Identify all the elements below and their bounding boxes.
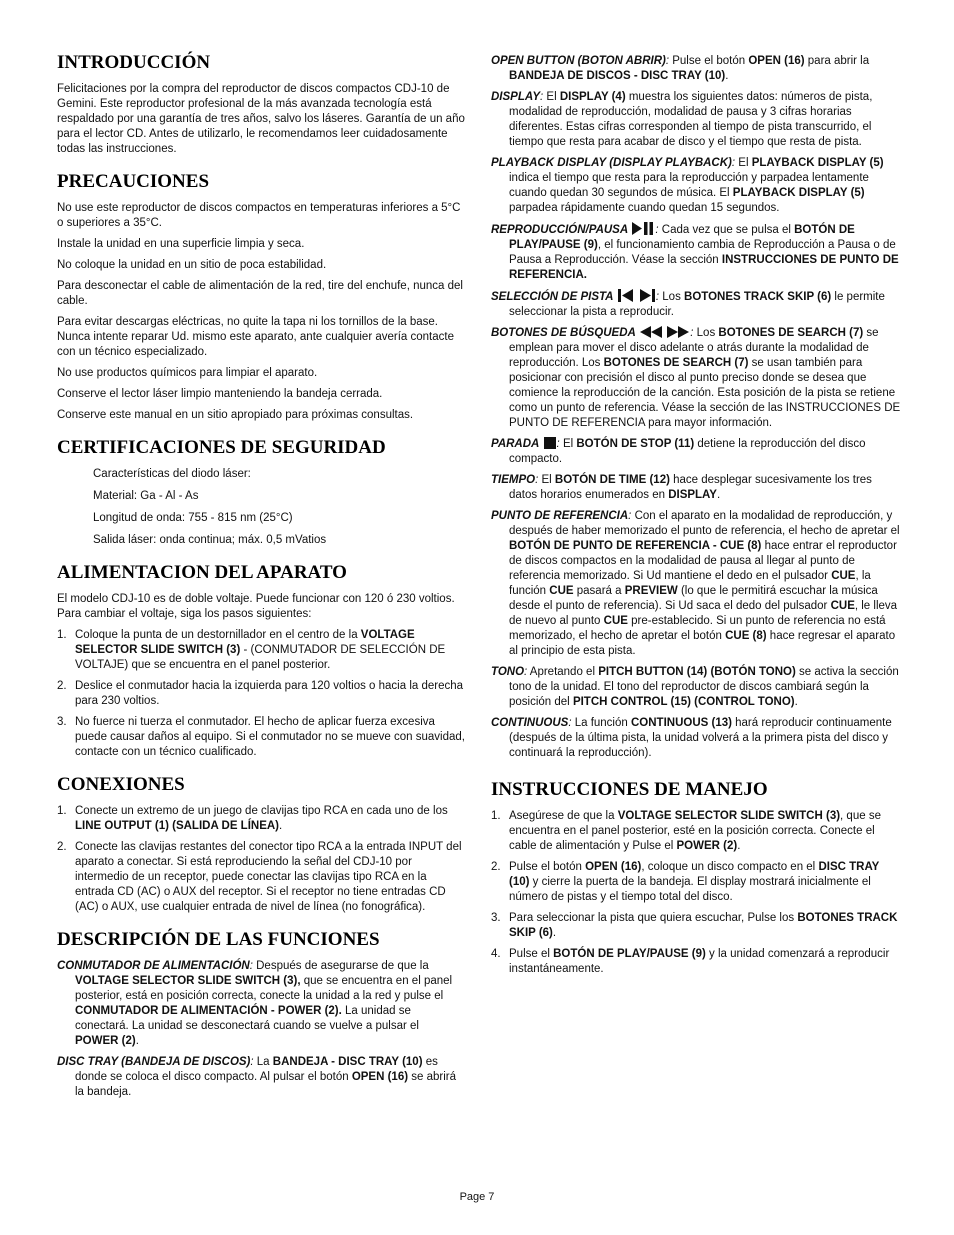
def-search <box>491 326 901 431</box>
text: se emplean para mover el disco adelante o atrás durante la modalidad de reproducción. Los <box>509 327 879 369</box>
text: Asegúrese de que la <box>509 810 618 822</box>
term: DISC TRAY (BANDEJA DE DISCOS) <box>57 1056 251 1068</box>
emphasis: BOTÓN DE PLAY/PAUSE (9) <box>509 224 855 251</box>
colon: : <box>690 327 694 339</box>
emphasis: BOTONES DE SEARCH (7) <box>718 327 864 339</box>
play-pause-icon <box>632 222 654 235</box>
text: Deslice el conmutador hacia la izquierda para 120 voltios o hacia la derecha para 230 voltios. <box>75 680 464 707</box>
text: Después de asegurarse de que la <box>252 960 429 972</box>
operation-step <box>491 860 901 905</box>
emphasis: OPEN (16) <box>351 1071 409 1083</box>
emphasis: POWER (2) <box>676 840 738 852</box>
text: Pulse el botón <box>509 861 586 873</box>
operation-steps <box>491 809 901 977</box>
section-certificaciones <box>57 437 465 548</box>
precaution-item: Para desconectar el cable de alimentación de la red, tire del enchufe, nunca del cable. <box>57 280 463 307</box>
text: hace regresar el aparato al principio de esta pista. <box>509 630 896 657</box>
text: . <box>279 820 283 832</box>
emphasis: PLAYBACK DISPLAY (5) <box>732 187 865 199</box>
laser-spec-item: Salida láser: onda continua; máx. 0,5 mVatios <box>93 534 327 546</box>
colon: : <box>655 291 660 303</box>
term: PUNTO DE REFERENCIA <box>491 510 629 522</box>
term: BOTONES DE BÚSQUEDA <box>491 327 636 339</box>
emphasis: DISPLAY (4) <box>559 91 626 103</box>
def-playback-display <box>491 156 901 216</box>
term: REPRODUCCIÓN/PAUSA <box>491 224 629 236</box>
text: hace entrar el reproductor de discos compactos en la modalidad de pausa al llegar al punto de referencia memorizado. Si Ud mantiene el dedo en el pulsador <box>509 540 897 582</box>
text: . <box>737 840 741 852</box>
power-step <box>57 628 465 673</box>
text: indica el tiempo que resta para la reproducción y parpadea lentamente cuando quedan 30 segundos de música. El <box>509 172 869 199</box>
emphasis: PREVIEW <box>624 585 678 597</box>
term: CONMUTADOR DE ALIMENTACIÓN <box>57 960 250 972</box>
intro-paragraph: Felicitaciones por la compra del reproductor de discos compactos CDJ-10 de Gemini. Este reproductor profesional de la más avanzada tecnología está respaldado por una garantía de tres años, salvo los láseres. Garantía de un año para el lector CD. Antes de utilizarlo, le recomendamos leer cuidadosamente todas las instrucciones. <box>57 83 465 155</box>
power-intro: El modelo CDJ-10 es de doble voltaje. Puede funcionar con 120 ó 230 voltios. Para cambiar el voltaje, siga los pasos siguientes: <box>57 593 455 620</box>
def-stop <box>491 437 901 467</box>
step-number: 2. <box>491 861 501 873</box>
emphasis: CUE <box>831 570 856 582</box>
precaution-item: Para evitar descargas eléctricas, no quite la tapa ni los tornillos de la base. Nunca intente reparar Ud. mismo este aparato, ante cualquier avería contacte con un técnico especializado. <box>57 316 454 358</box>
text: detiene la reproducción del disco compacto. <box>509 438 866 465</box>
step-number: 1. <box>57 629 67 641</box>
heading-precauciones: PRECAUCIONES <box>57 171 210 192</box>
precaution-item: Conserve el lector láser limpio manteniendo la bandeja cerrada. <box>57 388 383 400</box>
text: Pulse el botón <box>669 55 749 67</box>
text: El <box>543 91 560 103</box>
def-time <box>491 473 901 503</box>
text: El <box>538 474 555 486</box>
precaution-item: No use este reproductor de discos compactos en temperaturas inferiores a 5°C o superiores a 35°C. <box>57 202 461 229</box>
text: , que se encuentra en el panel posterior, esté en la posición correcta. Conecte el cable de alimentación y Pulse el <box>509 810 881 852</box>
emphasis: PITCH CONTROL (15) (CONTROL TONO) <box>572 696 795 708</box>
text: se activa la sección tono de la unidad. El tono del reproductor de discos cambiará según la posición del <box>509 666 899 708</box>
emphasis: CUE <box>549 585 574 597</box>
section-manejo <box>491 779 901 977</box>
emphasis: CONTINUOUS (13) <box>630 717 732 729</box>
connection-step <box>57 804 465 834</box>
precaution-item: Conserve este manual en un sitio apropiado para próximas consultas. <box>57 409 414 421</box>
laser-spec-item: Material: Ga - Al - As <box>93 490 199 502</box>
term: PARADA <box>491 438 540 450</box>
text: (lo que le permitirá escuchar la música desde el punto de referencia). Si Ud saca el dedo del pulsador <box>509 585 878 612</box>
text: Conecte las clavijas restantes del conector tipo RCA a la entrada INPUT del aparato a conectar. Si está reproduciendo la señal del CDJ-10 por intermedio de un receptor, puede conectar las clavijas tipo RCA en la entrada CD (AC) o AUX del receptor. Si el receptor no tiene entradas CD (AC) o AUX, use cualquier entrada de nivel de línea (no fonográfica). <box>75 841 462 913</box>
text: . <box>725 70 729 82</box>
text: , le lleva de nuevo al punto <box>509 600 898 627</box>
heading-funciones: DESCRIPCIÓN DE LAS FUNCIONES <box>57 929 380 950</box>
emphasis: CUE <box>830 600 855 612</box>
emphasis: LINE OUTPUT (1) (SALIDA DE LÍNEA) <box>75 820 280 832</box>
precaution-item: No use productos químicos para limpiar el aparato. <box>57 367 318 379</box>
text: - (CONMUTADOR DE SELECCIÓN DE VOLTAJE) que se encuentra en el panel posterior. <box>75 644 446 671</box>
text: Para seleccionar la pista que quiera escuchar, Pulse los <box>509 912 798 924</box>
operation-step <box>491 809 901 854</box>
text: Coloque la punta de un destornillador en el centro de la <box>75 629 361 641</box>
def-continuous <box>491 716 901 761</box>
section-precauciones <box>57 171 465 423</box>
emphasis: BOTONES TRACK SKIP (6) <box>509 912 898 939</box>
text: , la función <box>509 570 871 597</box>
colon: : <box>540 91 544 103</box>
text: hace desplegar sucesivamente los tres datos horarios enumerados en <box>509 474 872 501</box>
colon: : <box>655 224 659 236</box>
step-number: 1. <box>491 810 501 822</box>
text: Apretando el <box>527 666 599 678</box>
precaution-item: No coloque la unidad en un sitio de poca estabilidad. <box>57 259 327 271</box>
colon: : <box>556 438 560 450</box>
emphasis: POWER (2) <box>75 1035 136 1047</box>
def-disc-tray <box>57 1055 465 1100</box>
colon: : <box>524 666 528 678</box>
power-step <box>57 679 465 709</box>
heading-manejo: INSTRUCCIONES DE MANEJO <box>491 779 768 800</box>
emphasis: DISPLAY <box>668 489 717 501</box>
left-column <box>57 52 465 1114</box>
def-open-button <box>491 54 901 84</box>
laser-spec-item: Longitud de onda: 755 - 815 nm (25°C) <box>93 512 293 524</box>
text: La <box>253 1056 273 1068</box>
colon: : <box>535 474 539 486</box>
laser-spec-item: Características del diodo láser: <box>93 468 251 480</box>
text: se usan también para posicionar con precisión el disco al punto preciso donde se desea que comience la reproducción de la canción. Esta posición de la pista se retiene como un punto de referencia. Véase la sección de las INSTRUCCIONES DE PUNTO DE REFERENCIA para mayor información. <box>509 357 901 429</box>
colon: : <box>665 55 670 67</box>
text: Los <box>693 327 719 339</box>
heading-alimentacion: ALIMENTACION DEL APARATO <box>57 562 347 583</box>
def-conmutador <box>57 959 465 1049</box>
text: El <box>559 438 577 450</box>
laser-specs <box>57 467 465 548</box>
emphasis: CUE <box>603 615 628 627</box>
def-display <box>491 90 901 150</box>
step-number: 4. <box>491 948 501 960</box>
emphasis: CUE (8) <box>725 630 767 642</box>
connection-step <box>57 840 465 915</box>
heading-introduccion: INTRODUCCIÓN <box>57 52 211 73</box>
heading-certificaciones: CERTIFICACIONES DE SEGURIDAD <box>57 437 386 458</box>
emphasis: BOTÓN DE PUNTO DE REFERENCIA - CUE (8) <box>509 540 762 552</box>
text: pre-establecido. Si un punto de referencia no está memorizado, el hecho de apretar el botón <box>509 615 886 642</box>
stop-icon <box>544 437 556 449</box>
step-number: 3. <box>57 716 67 728</box>
spacer <box>491 767 901 779</box>
section-introduccion <box>57 52 465 157</box>
emphasis: OPEN (16) <box>585 861 642 873</box>
text: Cada vez que se pulsa el <box>658 224 795 236</box>
step-number: 2. <box>57 841 67 853</box>
text: , coloque un disco compacto en el <box>641 861 819 873</box>
emphasis: BOTONES DE SEARCH (7) <box>603 357 749 369</box>
emphasis: BOTÓN DE STOP (11) <box>576 438 695 450</box>
colon: : <box>731 157 736 169</box>
text: . <box>135 1035 139 1047</box>
page-number: Page 7 <box>459 1191 495 1203</box>
term: DISPLAY <box>491 91 540 103</box>
emphasis: CONMUTADOR DE ALIMENTACIÓN - POWER (2). <box>75 1005 342 1017</box>
text: No fuerce ni tuerza el conmutador. El hecho de aplicar fuerza excesiva puede causar daños al equipo. Si el conmutador no se mueve con suavidad, contacte con un técnico cualificado. <box>75 716 465 758</box>
section-funciones <box>57 929 465 1100</box>
term: TIEMPO <box>491 474 536 486</box>
emphasis: BANDEJA DE DISCOS - DISC TRAY (10) <box>509 70 726 82</box>
text: para abrir la <box>804 55 870 67</box>
colon: : <box>249 960 253 972</box>
text: es donde se coloca el disco compacto. Al pulsar el botón <box>75 1056 438 1083</box>
heading-conexiones: CONEXIONES <box>57 774 185 795</box>
text: que se encuentra en el panel posterior, está en posición correcta, conecte la unidad a la red y pulse el <box>75 975 453 1002</box>
operation-step <box>491 911 901 941</box>
track-back-icon <box>618 289 634 302</box>
emphasis: PITCH BUTTON (14) (BOTÓN TONO) <box>598 666 796 678</box>
text: pasará a <box>573 585 625 597</box>
step-number: 3. <box>491 912 501 924</box>
connection-steps <box>57 804 465 915</box>
text: se abrirá la bandeja. <box>75 1071 456 1098</box>
right-column <box>491 54 901 991</box>
text: y la unidad comenzará a reproducir instantáneamente. <box>509 948 890 975</box>
section-conexiones <box>57 774 465 915</box>
emphasis: BOTÓN DE PLAY/PAUSE (9) <box>553 948 706 960</box>
def-tono <box>491 665 901 710</box>
track-forward-icon <box>639 289 655 302</box>
step-number: 1. <box>57 805 67 817</box>
text: La unidad se conectará. La unidad se desconectará cuando se vuelve a pulsar el <box>75 1005 419 1032</box>
colon: : <box>250 1056 254 1068</box>
power-steps <box>57 628 465 760</box>
text: . <box>552 927 557 939</box>
text: La función <box>571 717 631 729</box>
emphasis: PLAYBACK DISPLAY (5) <box>751 157 884 169</box>
fast-forward-icon <box>667 326 689 338</box>
def-cue <box>491 509 901 659</box>
text: Conecte un extremo de un juego de clavijas tipo RCA en cada uno de los <box>75 805 448 817</box>
emphasis: VOLTAGE SELECTOR SLIDE SWITCH (3) <box>75 629 415 656</box>
term: PLAYBACK DISPLAY (DISPLAY PLAYBACK) <box>491 157 732 169</box>
text: . <box>794 696 798 708</box>
text: Los <box>659 291 685 303</box>
emphasis: BOTONES TRACK SKIP (6) <box>684 291 832 303</box>
term: TONO <box>491 666 525 678</box>
text: le permite seleccionar la pista a reproducir. <box>509 291 885 318</box>
rewind-icon <box>640 326 662 338</box>
def-track-select <box>491 289 901 320</box>
def-play-pause <box>491 222 901 283</box>
emphasis: VOLTAGE SELECTOR SLIDE SWITCH (3), <box>75 975 301 987</box>
colon: : <box>568 717 572 729</box>
text: muestra los siguientes datos: números de pista, modalidad de reproducción, modalidad de pausa y 3 cifras horarias diferentes. Estas cifras corresponden al tiempo de pista transcurrido, el tiempo que resta para acabar de disco y el tiempo que resta de pista. <box>509 91 873 148</box>
operation-step <box>491 947 901 977</box>
emphasis: BOTÓN DE TIME (12) <box>554 474 670 486</box>
section-alimentacion <box>57 562 465 760</box>
text: El <box>735 157 752 169</box>
text: y cierre la puerta de la bandeja. El display mostrará inicialmente el número de pistas y el tiempo total del disco. <box>509 876 871 903</box>
colon: : <box>628 510 632 522</box>
step-number: 2. <box>57 680 67 692</box>
text: . <box>716 489 721 501</box>
emphasis: DISC TRAY (10) <box>509 861 880 888</box>
text: Con el aparato en la modalidad de reproducción, y después de haber memorizado el punto de referencia, el hecho de apretar el <box>509 510 900 537</box>
text: parpadea rápidamente cuando quedan 15 segundos. <box>509 202 780 214</box>
emphasis: VOLTAGE SELECTOR SLIDE SWITCH (3) <box>617 810 841 822</box>
emphasis: INSTRUCCIONES DE PUNTO DE REFERENCIA. <box>509 254 899 281</box>
term: OPEN BUTTON (BOTON ABRIR) <box>491 55 666 67</box>
term: CONTINUOUS <box>491 717 569 729</box>
power-step <box>57 715 465 760</box>
emphasis: OPEN (16) <box>748 55 805 67</box>
text: Pulse el <box>509 948 554 960</box>
emphasis: BANDEJA - DISC TRAY (10) <box>272 1056 423 1068</box>
text: , el funcionamiento cambia de Reproducción a Pausa o de Pausa a Reproducción. Véase la sección <box>509 239 896 266</box>
precaution-item: Instale la unidad en una superficie limpia y seca. <box>57 238 305 250</box>
term: SELECCIÓN DE PISTA <box>491 291 614 303</box>
text: hará reproducir continuamente (después de la última pista, la unidad volverá a la primera pista del disco y continuará la reproducción). <box>509 717 892 759</box>
